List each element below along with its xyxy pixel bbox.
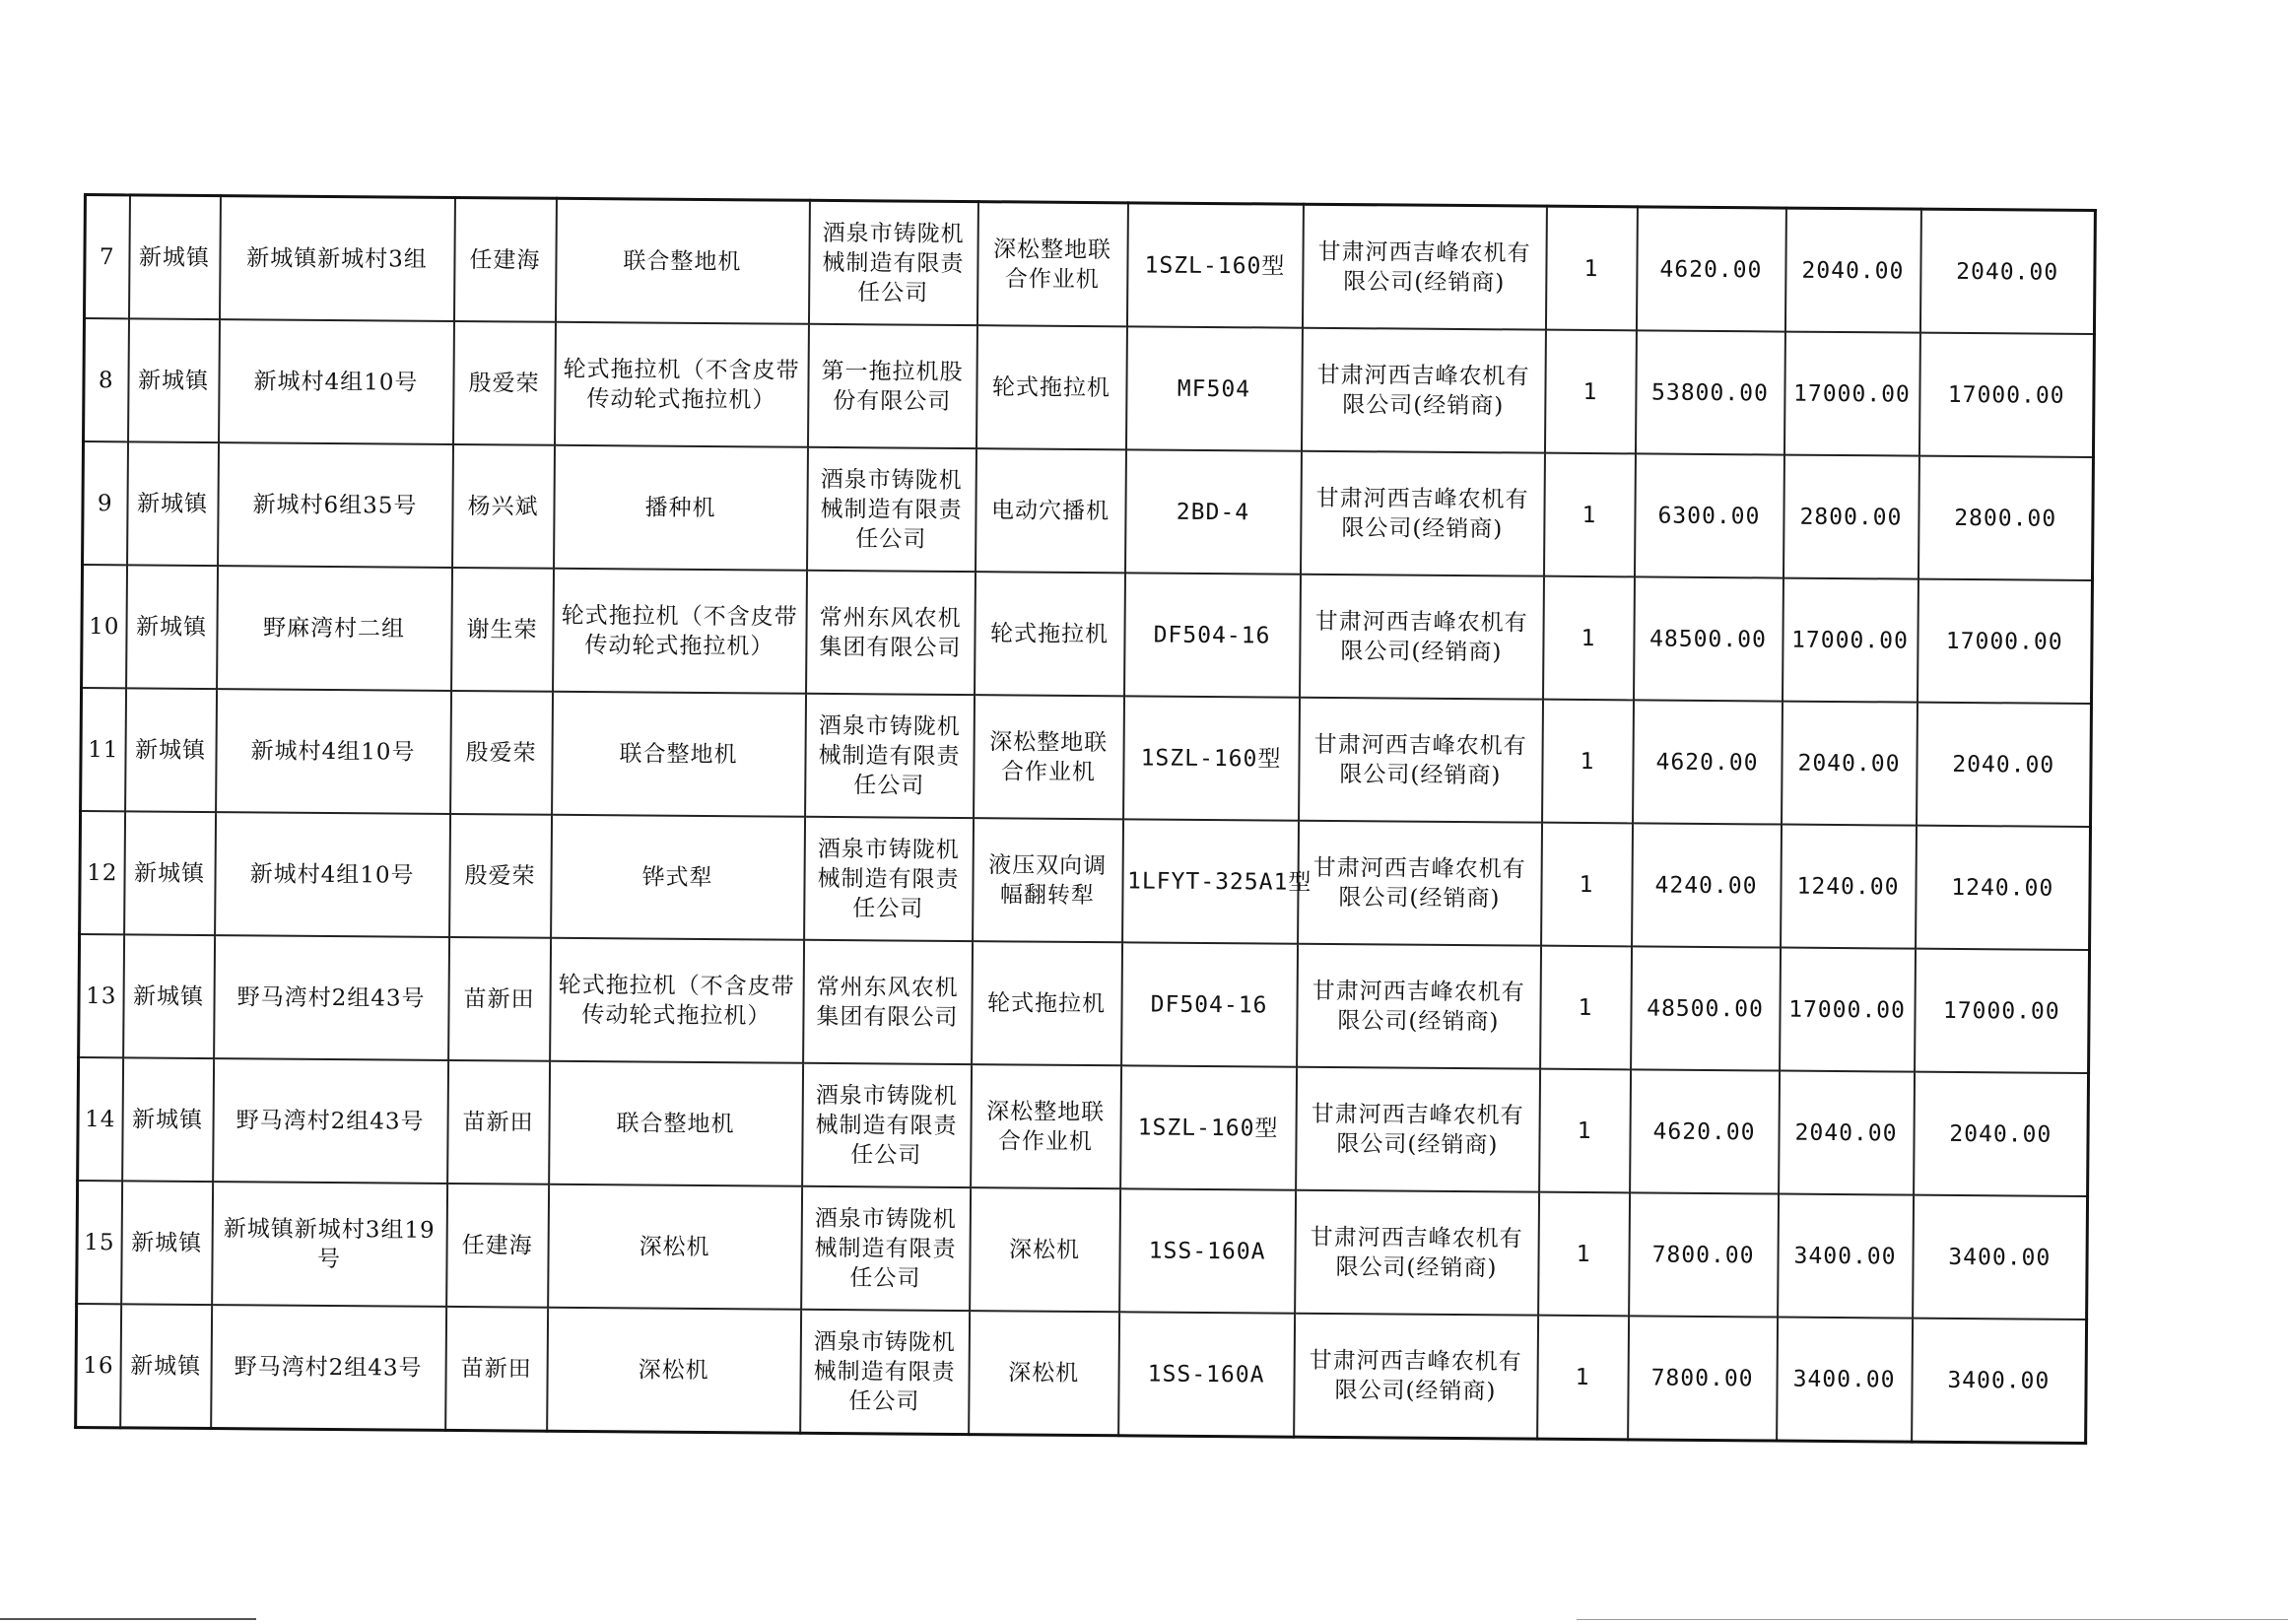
subsidy-cell: 2040.00: [1779, 1071, 1915, 1195]
quantity-cell: 1: [1540, 946, 1632, 1070]
price-cell: 4240.00: [1632, 823, 1782, 947]
row-number: 13: [79, 934, 124, 1057]
address-cell: 新城村4组10号: [216, 689, 451, 814]
table-row: [84, 318, 2095, 457]
quantity-cell: 1: [1539, 1069, 1631, 1193]
model-cell: 1LFYT-325A1型: [1122, 819, 1299, 943]
manufacturer-cell: 酒泉市铸陇机械制造有限责任公司: [805, 694, 975, 818]
product-name-cell: 轮式拖拉机: [975, 572, 1125, 696]
category-cell: 轮式拖拉机（不含皮带传动轮式拖拉机）: [555, 322, 809, 447]
buyer-cell: 苗新田: [445, 1307, 548, 1431]
manufacturer-cell: 酒泉市铸陇机械制造有限责任公司: [800, 1310, 970, 1435]
manufacturer-cell: 酒泉市铸陇机械制造有限责任公司: [807, 447, 976, 572]
town-cell: 新城镇: [128, 318, 220, 442]
address-cell: 野马湾村2组43号: [214, 935, 449, 1060]
town-cell: 新城镇: [123, 934, 215, 1058]
quantity-cell: 1: [1542, 700, 1634, 824]
scan-edge-mark: [1577, 1619, 2288, 1620]
dealer-cell: 甘肃河西吉峰农机有限公司(经销商): [1295, 1190, 1539, 1316]
town-cell: 新城镇: [127, 441, 219, 566]
manufacturer-cell: 酒泉市铸陇机械制造有限责任公司: [808, 200, 977, 325]
total-subsidy-cell: 2040.00: [1914, 1072, 2089, 1196]
subsidy-cell: 2040.00: [1782, 702, 1918, 826]
row-number: 12: [80, 811, 125, 934]
town-cell: 新城镇: [129, 195, 221, 319]
price-cell: 7800.00: [1628, 1316, 1778, 1441]
buyer-cell: 殷爱荣: [450, 691, 553, 815]
model-cell: MF504: [1125, 326, 1302, 450]
buyer-cell: 苗新田: [447, 1060, 550, 1184]
price-cell: 53800.00: [1635, 330, 1784, 454]
manufacturer-cell: 常州东风农机集团有限公司: [806, 571, 976, 695]
total-subsidy-cell: 2040.00: [1917, 703, 2092, 827]
address-cell: 新城镇新城村3组19号: [212, 1182, 447, 1307]
category-cell: 轮式拖拉机（不含皮带传动轮式拖拉机）: [553, 569, 807, 694]
product-name-cell: 电动穴播机: [976, 448, 1126, 573]
model-cell: 1SS-160A: [1119, 1188, 1296, 1313]
table-row: [82, 565, 2093, 704]
table-container: [74, 193, 2094, 1445]
total-subsidy-cell: 1240.00: [1916, 826, 2091, 950]
quantity-cell: 1: [1541, 823, 1633, 947]
price-cell: 4620.00: [1633, 700, 1783, 824]
price-cell: 7800.00: [1629, 1192, 1779, 1317]
dealer-cell: 甘肃河西吉峰农机有限公司(经销商): [1300, 575, 1544, 700]
dealer-cell: 甘肃河西吉峰农机有限公司(经销商): [1301, 451, 1545, 576]
manufacturer-cell: 酒泉市铸陇机械制造有限责任公司: [804, 817, 974, 941]
price-cell: 4620.00: [1636, 207, 1785, 332]
model-cell: 1SZL-160型: [1123, 696, 1300, 820]
table-body: [76, 195, 2096, 1444]
town-cell: 新城镇: [120, 1304, 212, 1428]
dealer-cell: 甘肃河西吉峰农机有限公司(经销商): [1298, 821, 1542, 946]
total-subsidy-cell: 2040.00: [1919, 209, 2095, 334]
town-cell: 新城镇: [126, 565, 218, 689]
row-number: 10: [82, 565, 127, 688]
subsidy-cell: 2040.00: [1784, 208, 1920, 333]
table-row: [85, 195, 2096, 335]
total-subsidy-cell: 3400.00: [1912, 1319, 2087, 1444]
category-cell: 播种机: [554, 445, 808, 571]
subsidy-cell: 17000.00: [1783, 332, 1919, 456]
quantity-cell: 1: [1543, 453, 1635, 577]
model-cell: DF504-16: [1124, 573, 1301, 697]
dealer-cell: 甘肃河西吉峰农机有限公司(经销商): [1294, 1314, 1538, 1439]
table-row: [80, 811, 2091, 950]
row-number: 14: [78, 1057, 123, 1181]
address-cell: 野麻湾村二组: [217, 566, 452, 691]
total-subsidy-cell: 2800.00: [1918, 456, 2093, 580]
table-row: [76, 1304, 2087, 1444]
town-cell: 新城镇: [121, 1181, 213, 1305]
price-cell: 4620.00: [1630, 1069, 1780, 1193]
product-name-cell: 深松整地联合作业机: [976, 202, 1127, 327]
subsidy-cell: 3400.00: [1777, 1318, 1913, 1443]
address-cell: 新城村4组10号: [215, 812, 450, 937]
row-number: 8: [84, 318, 129, 441]
manufacturer-cell: 第一拖拉机股份有限公司: [807, 324, 976, 448]
row-number: 11: [81, 688, 126, 811]
price-cell: 48500.00: [1634, 576, 1783, 701]
table-row: [77, 1181, 2088, 1320]
buyer-cell: 杨兴斌: [452, 444, 555, 569]
scan-edge-mark: [0, 1618, 256, 1620]
category-cell: 联合整地机: [552, 692, 806, 817]
model-cell: DF504-16: [1121, 942, 1298, 1066]
subsidy-cell: 3400.00: [1778, 1194, 1914, 1319]
category-cell: 轮式拖拉机（不含皮带传动轮式拖拉机）: [550, 938, 804, 1063]
buyer-cell: 谢生荣: [451, 568, 554, 692]
table-row: [83, 441, 2094, 580]
dealer-cell: 甘肃河西吉峰农机有限公司(经销商): [1297, 944, 1541, 1069]
quantity-cell: 1: [1538, 1192, 1630, 1317]
product-name-cell: 深松整地联合作业机: [974, 695, 1124, 819]
model-cell: 1SZL-160型: [1120, 1065, 1297, 1189]
subsidy-cell: 17000.00: [1783, 578, 1918, 703]
price-cell: 6300.00: [1634, 453, 1783, 577]
row-number: 9: [83, 441, 128, 565]
product-name-cell: 液压双向调幅翻转犁: [973, 818, 1123, 942]
address-cell: 野马湾村2组43号: [213, 1058, 448, 1184]
address-cell: 野马湾村2组43号: [211, 1305, 446, 1430]
dealer-cell: 甘肃河西吉峰农机有限公司(经销商): [1299, 698, 1543, 823]
manufacturer-cell: 酒泉市铸陇机械制造有限责任公司: [802, 1063, 972, 1187]
buyer-cell: 任建海: [446, 1184, 549, 1308]
address-cell: 新城村6组35号: [218, 442, 453, 568]
buyer-cell: 殷爱荣: [449, 814, 552, 938]
manufacturer-cell: 酒泉市铸陇机械制造有限责任公司: [801, 1186, 971, 1311]
product-name-cell: 轮式拖拉机: [972, 941, 1122, 1065]
product-name-cell: 轮式拖拉机: [976, 325, 1126, 449]
category-cell: 联合整地机: [555, 198, 809, 324]
product-name-cell: 深松机: [970, 1187, 1120, 1312]
subsidy-table: [74, 193, 2097, 1445]
category-cell: 联合整地机: [549, 1061, 803, 1186]
product-name-cell: 深松机: [969, 1311, 1119, 1436]
total-subsidy-cell: 17000.00: [1917, 579, 2092, 704]
dealer-cell: 甘肃河西吉峰农机有限公司(经销商): [1302, 204, 1546, 329]
manufacturer-cell: 常州东风农机集团有限公司: [803, 940, 973, 1064]
table-row: [81, 688, 2092, 827]
model-cell: 1SZL-160型: [1126, 203, 1303, 328]
category-cell: 深松机: [548, 1184, 802, 1310]
quantity-cell: 1: [1544, 330, 1636, 454]
total-subsidy-cell: 3400.00: [1913, 1195, 2088, 1320]
table-row: [78, 1057, 2089, 1196]
subsidy-cell: 2800.00: [1783, 455, 1918, 579]
quantity-cell: 1: [1543, 576, 1635, 701]
dealer-cell: 甘肃河西吉峰农机有限公司(经销商): [1301, 328, 1545, 453]
town-cell: 新城镇: [122, 1057, 214, 1182]
table-row: [79, 934, 2090, 1073]
category-cell: 深松机: [547, 1308, 801, 1434]
total-subsidy-cell: 17000.00: [1918, 333, 2094, 457]
address-cell: 新城村4组10号: [219, 319, 454, 444]
category-cell: 铧式犁: [551, 815, 805, 940]
row-number: 15: [77, 1181, 122, 1304]
product-name-cell: 深松整地联合作业机: [971, 1064, 1121, 1188]
subsidy-cell: 1240.00: [1781, 825, 1917, 949]
quantity-cell: 1: [1545, 206, 1637, 330]
buyer-cell: 殷爱荣: [453, 321, 556, 445]
price-cell: 48500.00: [1631, 946, 1781, 1070]
buyer-cell: 苗新田: [448, 937, 551, 1061]
subsidy-cell: 17000.00: [1780, 948, 1916, 1072]
buyer-cell: 任建海: [453, 197, 556, 321]
town-cell: 新城镇: [124, 811, 216, 935]
model-cell: 1SS-160A: [1118, 1312, 1295, 1437]
row-number: 7: [85, 195, 130, 319]
quantity-cell: 1: [1537, 1316, 1629, 1440]
model-cell: 2BD-4: [1125, 449, 1302, 574]
town-cell: 新城镇: [125, 688, 217, 812]
row-number: 16: [76, 1304, 121, 1428]
total-subsidy-cell: 17000.00: [1915, 949, 2090, 1073]
address-cell: 新城镇新城村3组: [219, 196, 454, 321]
dealer-cell: 甘肃河西吉峰农机有限公司(经销商): [1296, 1067, 1540, 1192]
